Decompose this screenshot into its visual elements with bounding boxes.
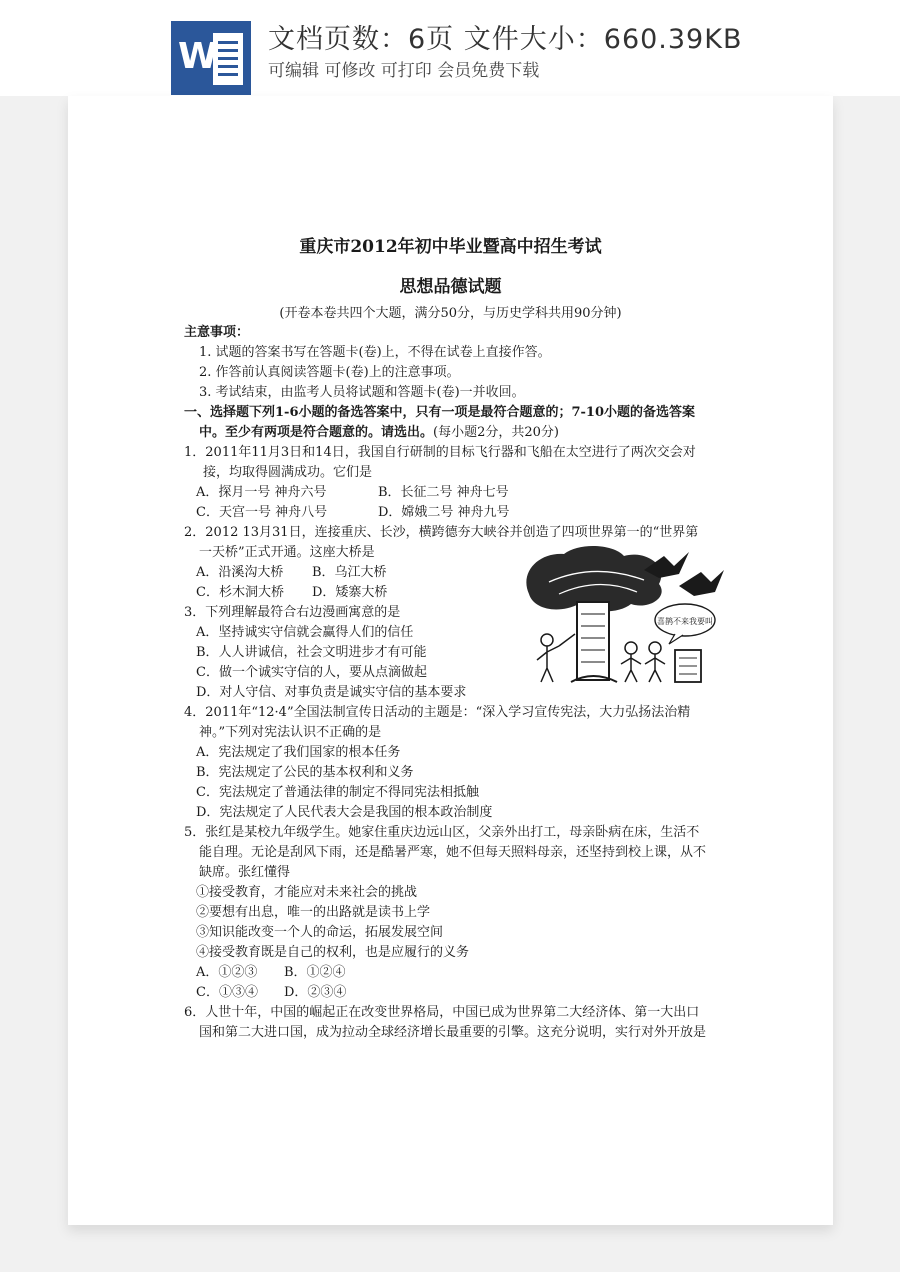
question-6-stem-cont: 国和第二大进口国，成为拉动全球经济增长最重要的引擎。这充分说明，实行对外开放是 <box>199 1025 707 1040</box>
cartoon-illustration <box>519 542 729 692</box>
question-1-stem-cont: 接，均取得圆满成功。它们是 <box>203 465 373 480</box>
question-5-option-d: D．②③④ <box>284 985 347 1000</box>
question-5-item: ④接受教育既是自己的权利，也是应履行的义务 <box>196 945 470 960</box>
question-5-item: ①接受教育，才能应对未来社会的挑战 <box>196 885 418 900</box>
question-5-item: ③知识能改变一个人的命运，拓展发展空间 <box>196 925 444 940</box>
question-2-option-c: C．杉木洞大桥 <box>196 585 284 600</box>
question-3-option-b: B．人人讲诚信，社会文明进步才有可能 <box>196 645 427 660</box>
exam-subject: 思想品德试题 <box>399 277 502 297</box>
question-1-stem: 1．2011年11月3日和14日，我国自行研制的目标飞行器和飞船在太空进行了两次交会对 <box>184 445 696 460</box>
question-5-option-c: C．①③④ <box>196 985 258 1000</box>
question-3-option-c: C．做一个诚实守信的人，要从点滴做起 <box>196 665 427 680</box>
cartoon-speech: 喜鹊不来我要叫 <box>657 617 713 626</box>
question-3-option-a: A．坚持诚实守信就会赢得人们的信任 <box>196 625 414 640</box>
question-4-option-d: D．宪法规定了人民代表大会是我国的根本政治制度 <box>196 805 493 820</box>
question-2-option-b: B．乌江大桥 <box>312 565 387 580</box>
question-1-option-c: C．天宫一号 神舟八号 <box>196 505 328 520</box>
exam-title: 重庆市2012年初中毕业暨高中招生考试 <box>299 237 602 257</box>
download-banner <box>0 0 900 96</box>
question-2-stem: 2．2012 13月31日，连接重庆、长沙，横跨德夯大峡谷并创造了四项世界第一的“世界第 <box>184 525 699 540</box>
question-3-stem: 3．下列理解最符合右边漫画寓意的是 <box>184 605 401 620</box>
notice-item: 2. 作答前认真阅读答题卡(卷)上的注意事项。 <box>199 365 460 380</box>
question-4-option-c: C．宪法规定了普通法律的制定不得同宪法相抵触 <box>196 785 479 800</box>
question-3-option-d: D．对人守信、对事负责是诚实守信的基本要求 <box>196 685 467 700</box>
word-icon <box>171 21 251 95</box>
question-1-option-a: A．探月一号 神舟六号 <box>196 485 327 500</box>
notice-item: 3. 考试结束，由监考人员将试题和答题卡(卷)一并收回。 <box>199 385 525 400</box>
section1-heading-cont: 中。至少有两项是符合题意的。请选出。(每小题2分，共20分) <box>199 425 559 440</box>
question-2-stem-cont: 一天桥”正式开通。这座大桥是 <box>199 545 375 560</box>
question-5-stem-cont: 缺席。张红懂得 <box>199 865 291 880</box>
word-icon-letter: W <box>178 36 218 77</box>
document-page <box>68 96 833 1225</box>
file-info-title: 文档页数：6页 文件大小：660.39KB <box>268 24 743 55</box>
question-5-item: ②要想有出息，唯一的出路就是读书上学 <box>196 905 431 920</box>
question-4-stem-cont: 神。”下列对宪法认识不正确的是 <box>199 725 382 740</box>
file-features: 可编辑 可修改 可打印 会员免费下载 <box>268 61 540 81</box>
notice-item: 1. 试题的答案书写在答题卡(卷)上，不得在试卷上直接作答。 <box>199 345 551 360</box>
question-4-option-b: B．宪法规定了公民的基本权利和义务 <box>196 765 414 780</box>
question-5-stem: 5．张红是某校九年级学生。她家住重庆边远山区，父亲外出打工，母亲卧病在床，生活不 <box>184 825 700 840</box>
question-5-option-a: A．①②③ <box>196 965 258 980</box>
question-6-stem: 6．人世十年，中国的崛起正在改变世界格局，中国已成为世界第二大经济体、第一大出口 <box>184 1005 700 1020</box>
question-2-option-a: A．沿溪沟大桥 <box>196 565 284 580</box>
question-4-option-a: A．宪法规定了我们国家的根本任务 <box>196 745 401 760</box>
question-5-stem-cont: 能自理。无论是刮风下雨，还是酷暑严寒，她不但每天照料母亲，还坚持到校上课，从不 <box>199 845 707 860</box>
exam-note: (开卷本卷共四个大题，满分50分，与历史学科共用90分钟) <box>279 306 622 321</box>
question-2-option-d: D．矮寨大桥 <box>312 585 388 600</box>
notice-heading: 主意事项： <box>184 325 250 340</box>
question-1-option-d: D．嫦娥二号 神舟九号 <box>378 505 510 520</box>
section1-heading: 一、选择题下列1-6小题的备选答案中，只有一项是最符合题意的；7-10小题的备选答案 <box>184 405 696 420</box>
question-5-option-b: B．①②④ <box>284 965 346 980</box>
question-4-stem: 4．2011年“12·4”全国法制宣传日活动的主题是：“深入学习宣传宪法，大力弘扬法治精 <box>184 705 691 720</box>
question-1-option-b: B．长征二号 神舟七号 <box>378 485 509 500</box>
